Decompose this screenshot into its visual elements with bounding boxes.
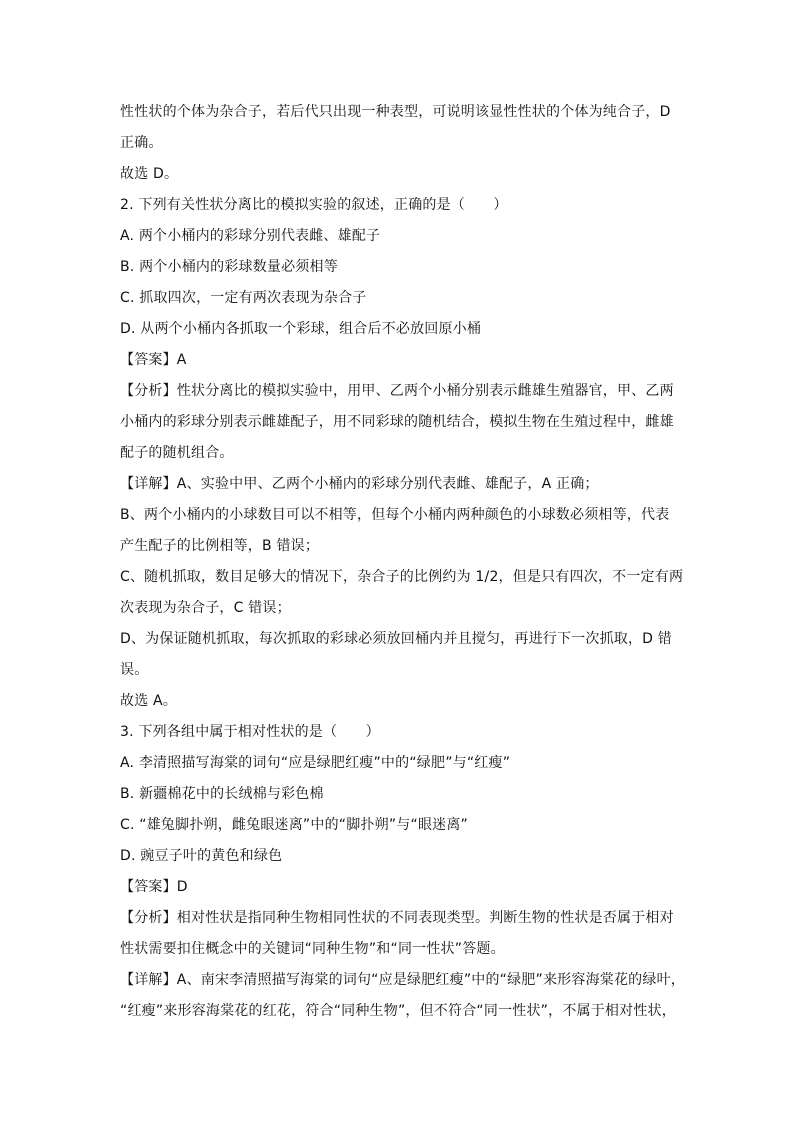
option-d: D. 从两个小桶内各抓取一个彩球，组合后不必放回原小桶 bbox=[120, 321, 482, 337]
detail-line: 【详解】A、南宋李清照描写海棠的词句“应是绿肥红瘦”中的“绿肥”来形容海棠花的绿叶， bbox=[120, 972, 685, 988]
question-title: 3. 下列各组中属于相对性状的是（ ） bbox=[120, 724, 380, 740]
text-line: 配子的随机组合。 bbox=[120, 445, 234, 461]
answer-line: 【答案】D bbox=[120, 879, 188, 895]
question-title: 2. 下列有关性状分离比的模拟实验的叙述，正确的是（ ） bbox=[120, 197, 508, 213]
text-line: 小桶内的彩球分别表示雌雄配子，用不同彩球的随机结合，模拟生物在生殖过程中，雌雄 bbox=[120, 414, 674, 430]
text-line: 次表现为杂合子，C 错误； bbox=[120, 600, 291, 616]
text-line: 故选 A。 bbox=[120, 693, 178, 709]
text-line: 误。 bbox=[120, 662, 149, 678]
option-d: D. 豌豆子叶的黄色和绿色 bbox=[120, 848, 283, 864]
detail-line: 【详解】A、实验中甲、乙两个小桶内的彩球分别代表雌、雄配子，A 正确； bbox=[120, 476, 599, 492]
option-a: A. 两个小桶内的彩球分别代表雌、雄配子 bbox=[120, 228, 381, 244]
option-b: B. 新疆棉花中的长绒棉与彩色棉 bbox=[120, 786, 324, 802]
text-line: 产生配子的比例相等，B 错误； bbox=[120, 538, 320, 554]
text-line: D、为保证随机抓取，每次抓取的彩球必须放回桶内并且搅匀，再进行下一次抓取，D 错 bbox=[120, 631, 673, 647]
text-line: “红瘦”来形容海棠花的红花，符合“同种生物”，但不符合“同一性状”，不属于相对性状， bbox=[120, 1003, 676, 1019]
answer-line: 【答案】A bbox=[120, 352, 187, 368]
text-line: 性状需要扣住概念中的关键词“同种生物”和“同一性状”答题。 bbox=[120, 941, 505, 957]
option-a: A. 李清照描写海棠的词句“应是绿肥红瘦”中的“绿肥”与“红瘦” bbox=[120, 755, 511, 771]
text-line: 故选 D。 bbox=[120, 166, 179, 182]
analysis-line: 【分析】相对性状是指同种生物相同性状的不同表现类型。判断生物的性状是否属于相对 bbox=[120, 910, 674, 926]
option-c: C. “雄兔脚扑朔，雌兔眼迷离”中的“脚扑朔”与“眼迷离” bbox=[120, 817, 468, 833]
text-line: C、随机抓取，数目足够大的情况下，杂合子的比例约为 1/2，但是只有四次，不一定有两 bbox=[120, 569, 684, 585]
text-line: B、两个小桶内的小球数目可以不相等，但每个小桶内两种颜色的小球数必须相等，代表 bbox=[120, 507, 670, 523]
option-b: B. 两个小桶内的彩球数量必须相等 bbox=[120, 259, 338, 275]
text-line: 性性状的个体为杂合子，若后代只出现一种表型，可说明该显性性状的个体为纯合子，D bbox=[120, 104, 671, 120]
option-c: C. 抓取四次，一定有两次表现为杂合子 bbox=[120, 290, 367, 306]
text-line: 正确。 bbox=[120, 135, 163, 151]
analysis-line: 【分析】性状分离比的模拟实验中，用甲、乙两个小桶分别表示雌雄生殖器官，甲、乙两 bbox=[120, 383, 674, 399]
